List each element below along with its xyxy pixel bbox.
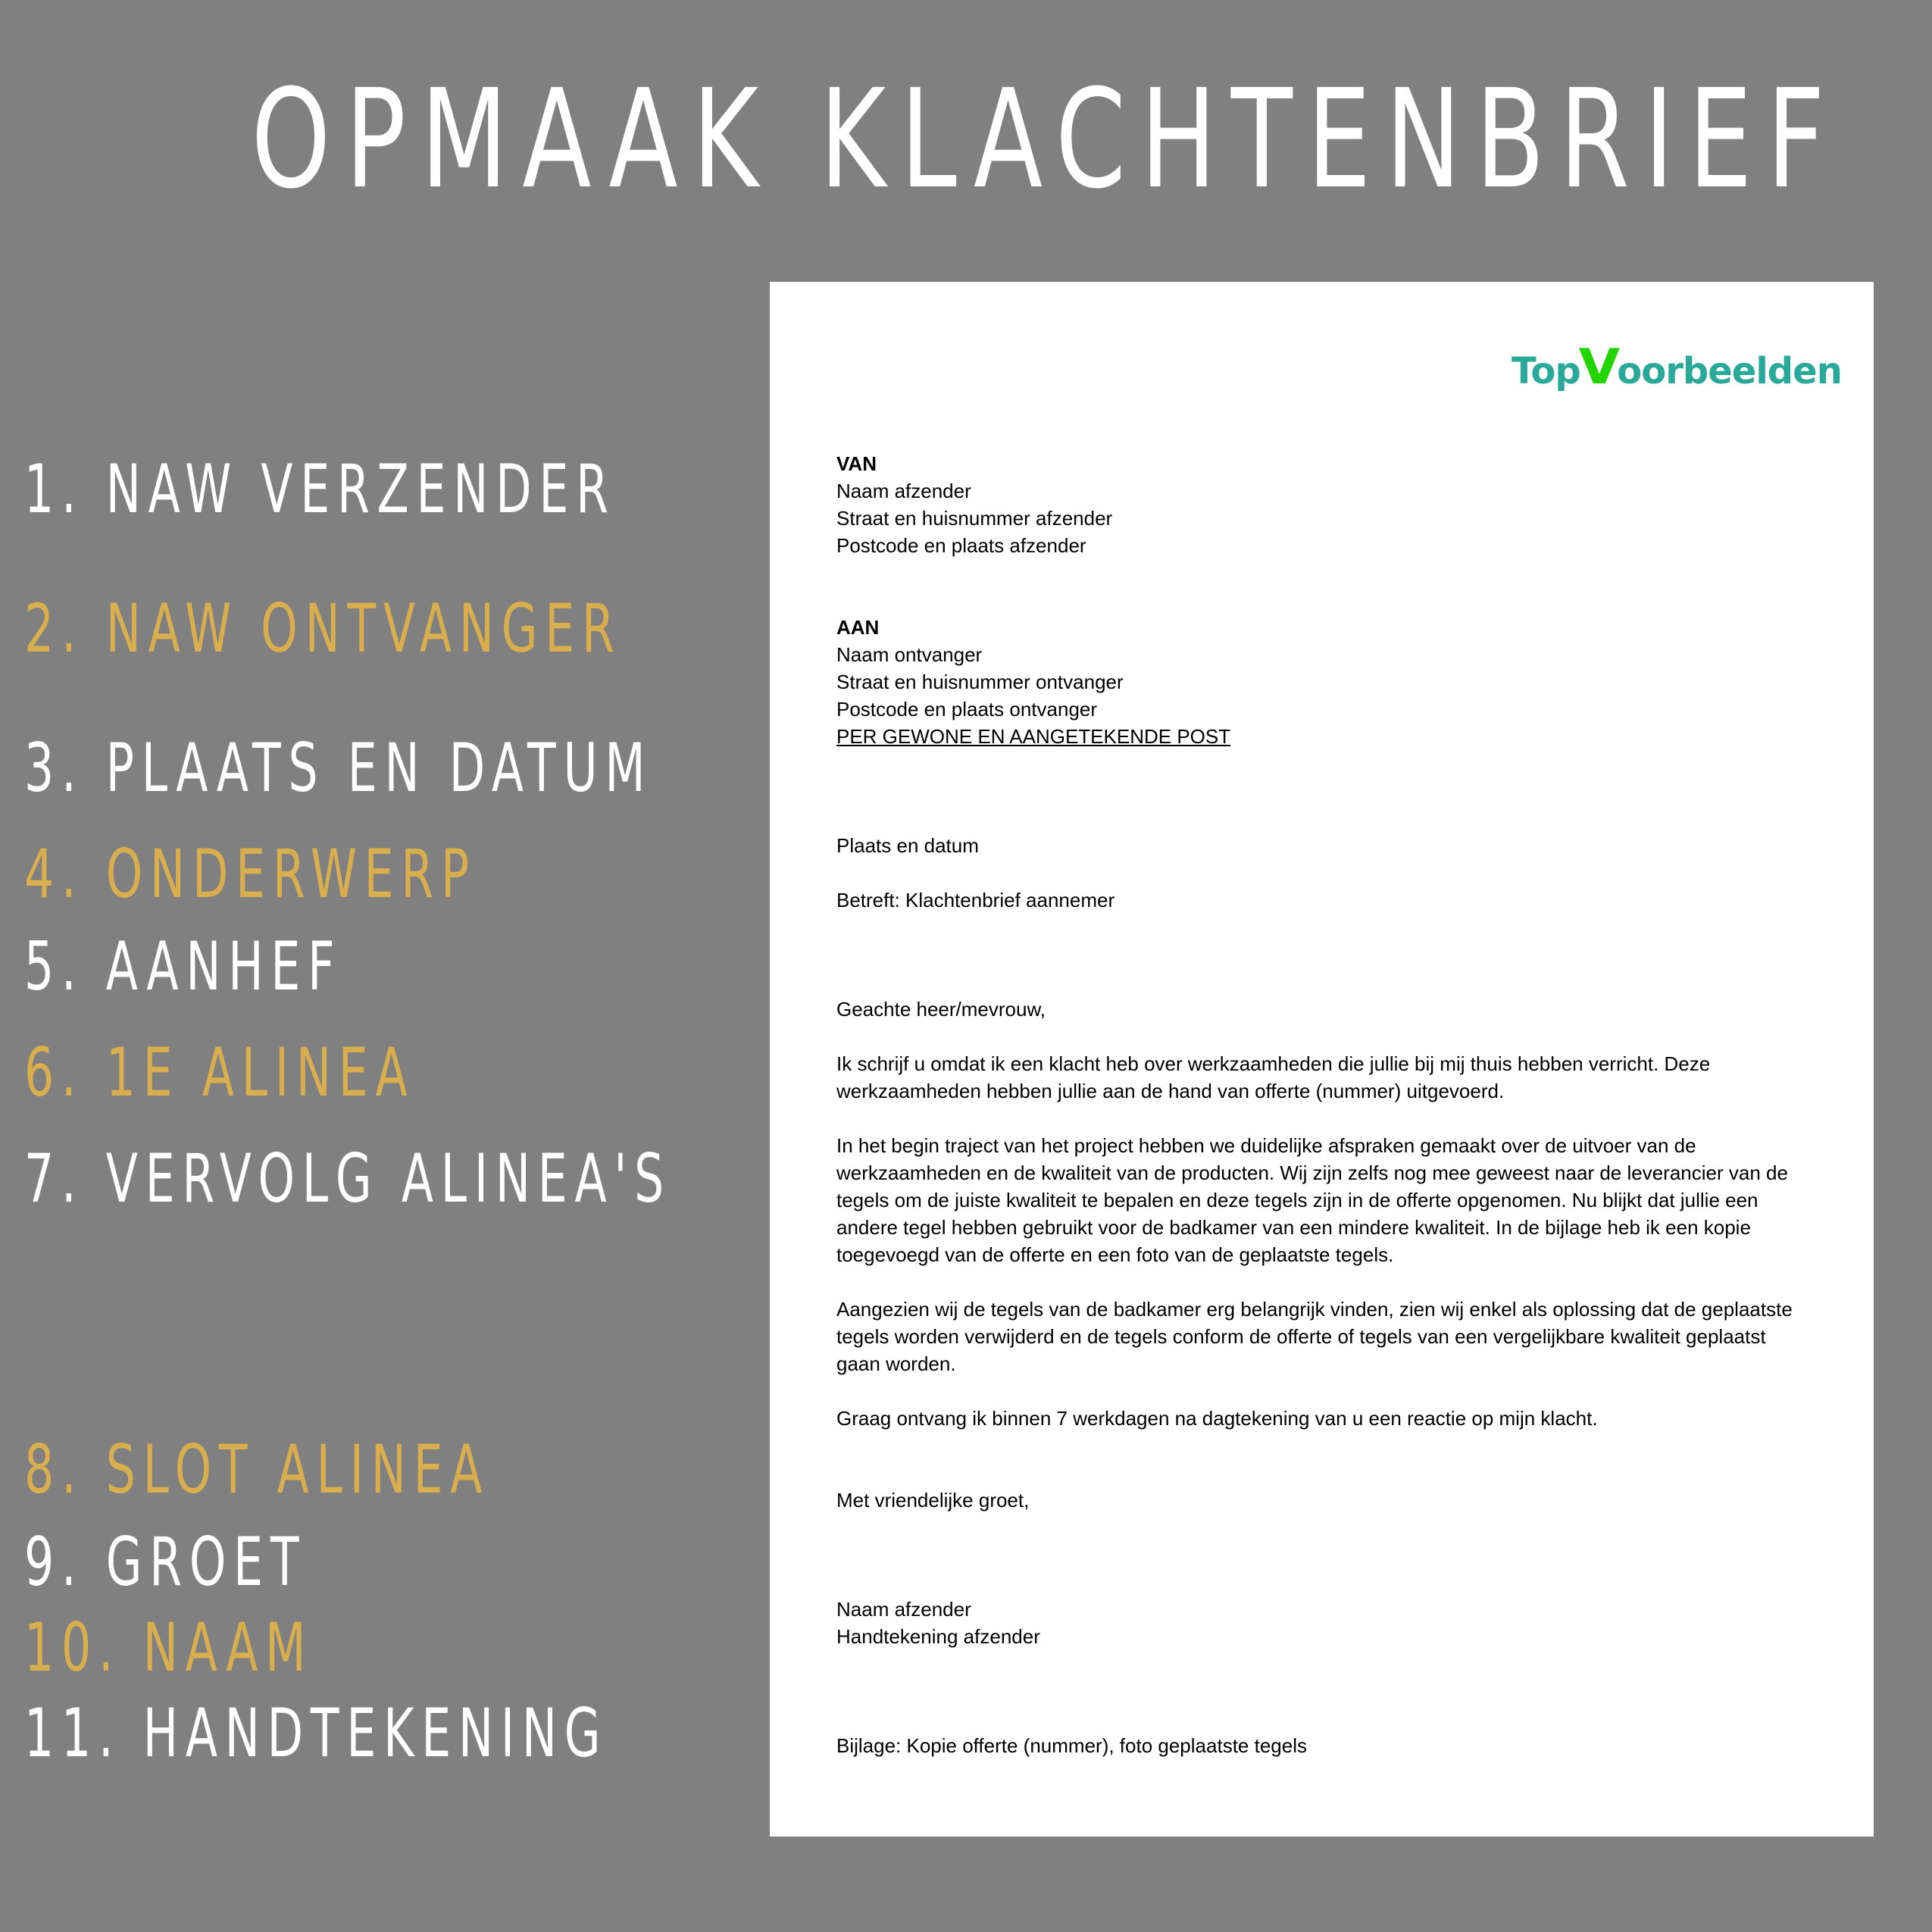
- step-onderwerp: 4. ONDERWERP: [24, 835, 477, 913]
- sender-signature: Handtekening afzender: [836, 1625, 1040, 1648]
- letter-body: [836, 450, 1821, 1759]
- checkmark-icon: V: [1578, 339, 1619, 395]
- aan-line: Postcode en plaats ontvanger: [836, 698, 1098, 721]
- van-line: Straat en huisnummer afzender: [836, 507, 1113, 530]
- step-slot-alinea: 8. SLOT ALINEA: [24, 1430, 490, 1508]
- aan-line: Straat en huisnummer ontvanger: [836, 671, 1124, 693]
- step-plaats-en-datum: 3. PLAATS EN DATUM: [24, 729, 653, 807]
- van-heading: VAN: [836, 452, 877, 475]
- step-1e-alinea: 6. 1E ALINEA: [24, 1033, 415, 1111]
- step-handtekening: 11. HANDTEKENING: [24, 1694, 608, 1772]
- paragraph-3: Aangezien wij de tegels van de badkamer erg belangrijk vinden, zien wij enkel als oplossing dat de geplaatste tegels worden verwijderd en de tegels conform de offerte of tegels van een vergelijkbare kwaliteit geplaatst gaan worden.: [836, 1298, 1793, 1375]
- step-groet: 9. GROET: [24, 1523, 307, 1601]
- paragraph-4: Graag ontvang ik binnen 7 werkdagen na dagtekening van u een reactie op mijn klacht.: [836, 1407, 1598, 1430]
- van-line: Naam afzender: [836, 480, 971, 502]
- salutation: Geachte heer/mevrouw,: [836, 998, 1046, 1021]
- van-line: Postcode en plaats afzender: [836, 534, 1086, 557]
- sender-name: Naam afzender: [836, 1598, 971, 1621]
- place-date: Plaats en datum: [836, 834, 979, 857]
- paragraph-2: In het begin traject van het project hebben we duidelijke afspraken gemaakt over de uitvoer van de werkzaamheden en de kwaliteit van de producten. Wij zijn zelfs nog mee geweest naar de leverancier van de tegels om de juiste kwaliteit te bepalen en deze tegels zijn in de offerte opgenomen. Nu blijkt dat jullie een andere tegel hebben gebruikt voor de badkamer van een mindere kwaliteit. In de bijlage heb ik een kopie toegevoegd van de offerte en een foto van de geplaatste tegels.: [836, 1134, 1788, 1266]
- page-title: OPMAAK KLACHTENBRIEF: [251, 61, 1840, 219]
- logo-text-oorbeelden: oorbeelden: [1617, 350, 1842, 392]
- step-aanhef: 5. AANHEF: [24, 927, 342, 1005]
- topvoorbeelden-logo: [1512, 339, 1842, 395]
- aan-line: Naam ontvanger: [836, 643, 983, 666]
- step-vervolg-alineas: 7. VERVOLG ALINEA'S: [24, 1140, 672, 1218]
- subject-line: Betreft: Klachtenbrief aannemer: [836, 889, 1115, 911]
- post-note: PER GEWONE EN AANGETEKENDE POST: [836, 725, 1231, 748]
- step-naw-ontvanger: 2. NAW ONTVANGER: [24, 589, 622, 667]
- logo-text-top: Top: [1512, 350, 1580, 392]
- step-naam: 10. NAAM: [24, 1608, 314, 1687]
- aan-heading: AAN: [836, 616, 880, 639]
- paragraph-1: Ik schrijf u omdat ik een klacht heb over werkzaamheden die jullie bij mij thuis hebben verricht. Deze werkzaamheden hebben jullie aan de hand van offerte (nummer) uitgevoerd.: [836, 1052, 1711, 1102]
- step-naw-verzender: 1. NAW VERZENDER: [24, 450, 616, 528]
- attachment-line: Bijlage: Kopie offerte (nummer), foto geplaatste tegels: [836, 1734, 1307, 1757]
- closing: Met vriendelijke groet,: [836, 1489, 1030, 1512]
